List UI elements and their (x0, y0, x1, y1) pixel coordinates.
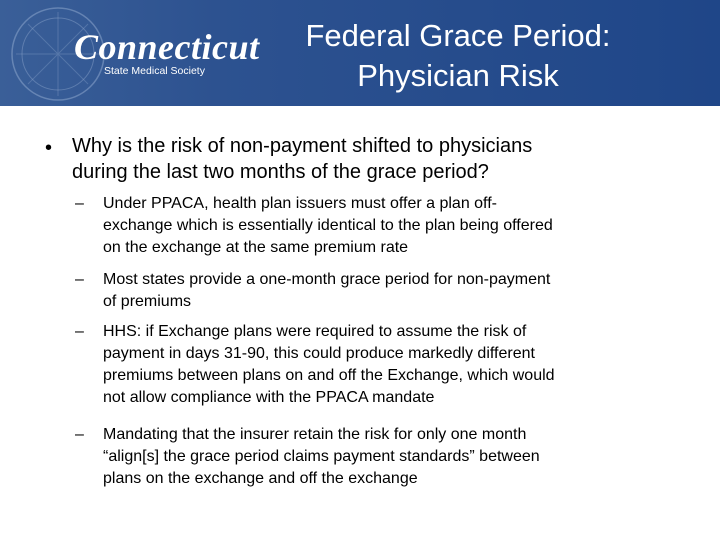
bullet-line: Why is the risk of non-payment shifted to physicians (72, 135, 533, 157)
sub-bullet-text (103, 269, 550, 313)
sub-bullet-line: “align[s] the grace period claims payment standards” between (103, 448, 540, 465)
dash-marker: – (75, 195, 84, 212)
sub-bullet-line: on the exchange at the same premium rate (103, 239, 409, 256)
bullet-line: during the last two months of the grace period? (72, 161, 489, 183)
sub-bullet-line: plans on the exchange and off the exchange (103, 470, 418, 487)
dash-marker: – (75, 426, 84, 443)
sub-bullet-line: HHS: if Exchange plans were required to assume the risk of (103, 323, 527, 340)
sub-bullet-line: not allow compliance with the PPACA mandate (103, 389, 435, 406)
sub-bullet-text (103, 193, 553, 259)
connecticut-state-medical-society-logo (0, 0, 260, 106)
dash-marker: – (75, 323, 84, 340)
dash-marker: – (75, 271, 84, 288)
sub-bullet-line: Most states provide a one-month grace period for non-payment (103, 271, 551, 288)
sub-bullet-line: Under PPACA, health plan issuers must offer a plan off- (103, 195, 497, 212)
sub-bullet-line: exchange which is essentially identical to the plan being offered (103, 217, 553, 234)
main-bullet-text (72, 133, 652, 185)
sub-bullet-text (103, 424, 540, 490)
sub-bullet-line: payment in days 31-90, this could produce markedly different (103, 345, 535, 362)
slide-header (0, 0, 720, 106)
bullet-marker: • (45, 137, 53, 159)
logo-subtitle: State Medical Society (104, 65, 205, 77)
sub-bullet-text (103, 321, 555, 409)
title-line: Physician Risk (357, 58, 559, 93)
sub-bullet-line: of premiums (103, 293, 192, 310)
title-line: Federal Grace Period: (305, 18, 611, 53)
logo-wordmark: Connecticut (74, 27, 260, 67)
sub-bullet-line: premiums between plans on and off the Exchange, which would (103, 367, 555, 384)
slide-title (250, 16, 666, 96)
sub-bullet-line: Mandating that the insurer retain the risk for only one month (103, 426, 527, 443)
